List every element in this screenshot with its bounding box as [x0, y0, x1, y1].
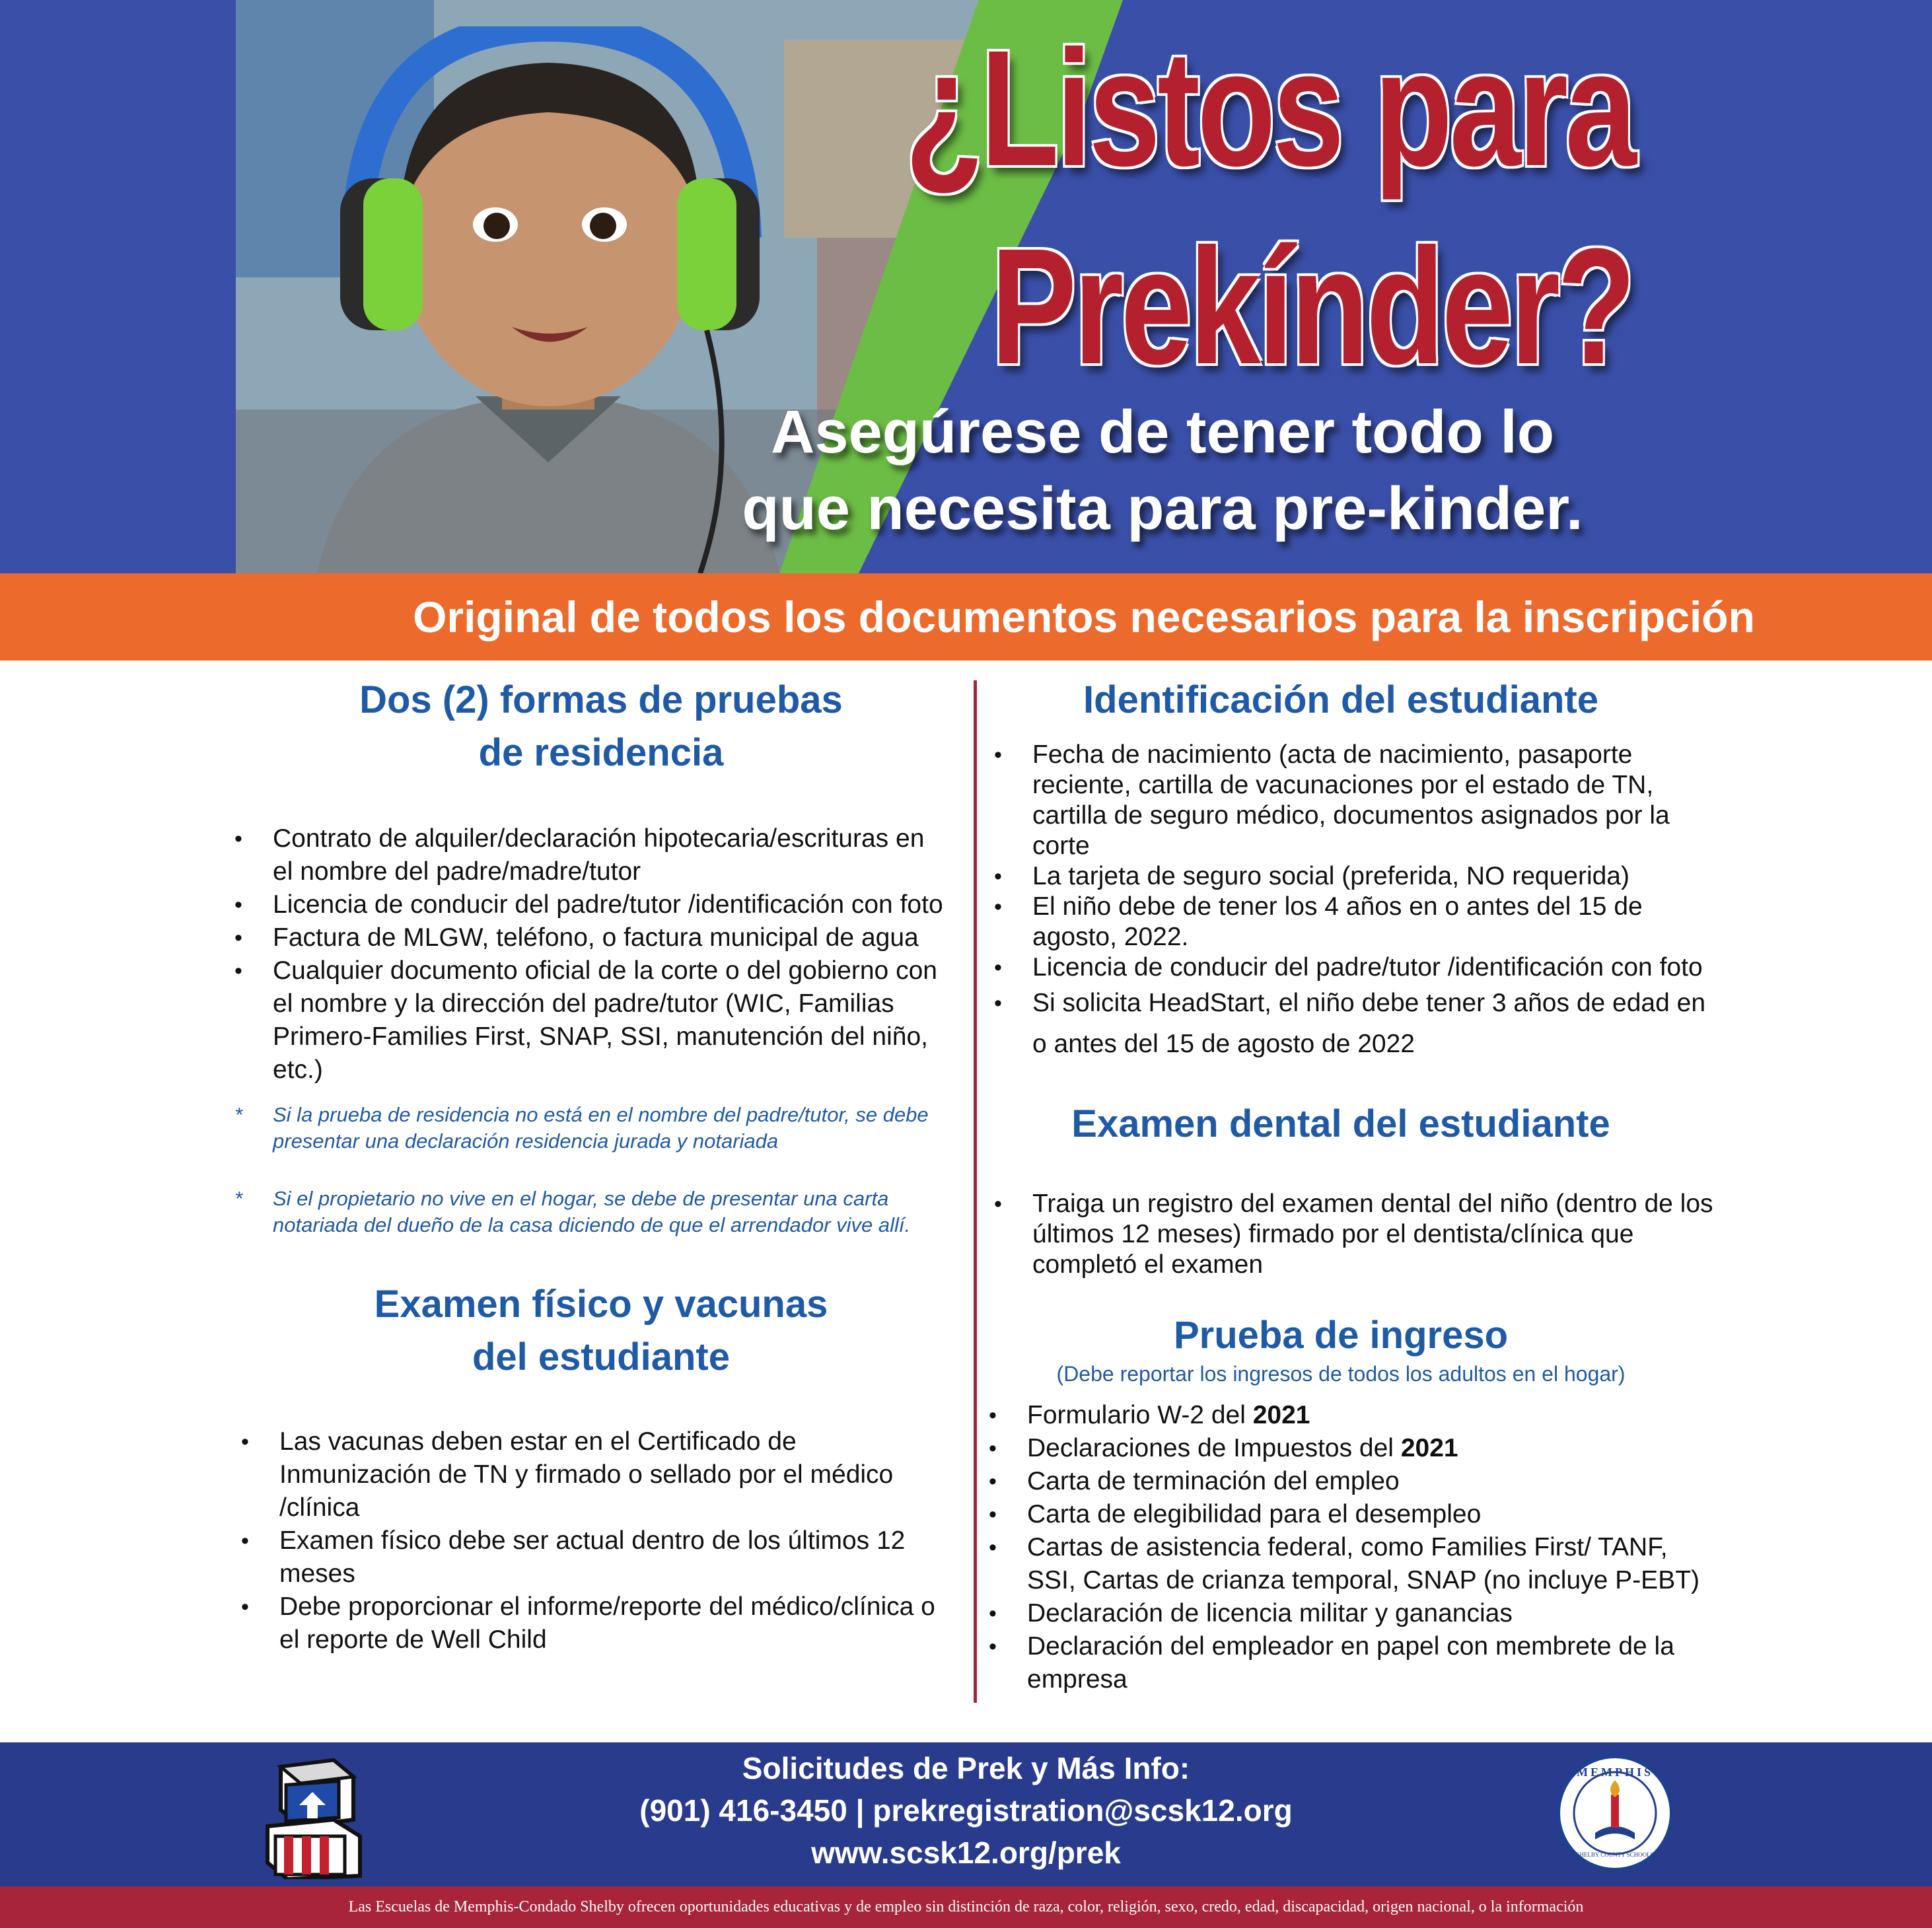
seal-subtitle: SHELBY COUNTY SCHOOLS [1576, 1851, 1654, 1858]
dental-list [994, 1189, 1714, 1280]
list-item: • Declaración de licencia militar y ganancias [989, 1597, 1715, 1630]
w2-year: 2021 [1252, 1401, 1310, 1429]
list-item: • Carta de elegibilidad para el desempleo [989, 1498, 1715, 1531]
list-item: • Cartas de asistencia federal, como Families First/ TANF, SSI, Cartas de crianza temporal, SNAP (no incluye P-EBT) [989, 1531, 1715, 1597]
residence-heading [251, 674, 951, 779]
list-item: • El niño debe de tener los 4 años en o antes del 15 de agosto, 2022. [994, 892, 1714, 952]
list-item: • Cualquier documento oficial de la corte o del gobierno con el nombre y la dirección del padre/tutor (WIC, Familias Primero-Families First, SNAP, SSI, manutención del niño, etc.) [234, 954, 948, 1087]
list-item: • Examen físico debe ser actual dentro de los últimos 12 meses [241, 1524, 954, 1590]
income-list [989, 1399, 1715, 1696]
footer-contact[interactable]: (901) 416-3450 | prekregistration@scsk12.org [639, 1793, 1293, 1828]
column-divider [974, 680, 977, 1703]
physical-heading [251, 1278, 951, 1384]
tax-year: 2021 [1400, 1434, 1458, 1462]
list-item: • Licencia de conducir del padre/tutor /identificación con foto [234, 888, 948, 921]
residence-note-2: * Si el propietario no vive en el hogar, se debe de presentar una carta notariada del dueño de la casa diciendo de que el arrendador vive allí. [234, 1186, 973, 1238]
list-item: • Factura de MLGW, teléfono, o factura municipal de agua [234, 921, 948, 954]
building-blocks-logo-icon [261, 1754, 367, 1879]
list-item [989, 1432, 1715, 1465]
tax-prefix: Declaraciones de Impuestos del [1027, 1434, 1401, 1462]
legal-disclaimer-text: Las Escuelas de Memphis-Condado Shelby ofrecen oportunidades educativas y de empleo sin distinción de raza, color, religión, sexo, credo, edad, discapacidad, origen nacional, o la información [348, 1898, 1584, 1915]
residence-heading-line-2: de residencia [478, 731, 724, 774]
hero-banner [0, 0, 1932, 573]
title-line-2: Prekínder? [991, 214, 1633, 398]
subtitle [588, 394, 1737, 547]
list-item: • Licencia de conducir del padre/tutor /identificación con foto [994, 952, 1714, 983]
list-item: • Fecha de nacimiento (acta de nacimiento, pasaporte reciente, cartilla de vacunaciones por el estado de TN, cartilla de seguro médico, documentos asignados por la corte [994, 740, 1714, 861]
dental-heading: Examen dental del estudiante [1071, 1102, 1610, 1145]
identification-heading: Identificación del estudiante [1083, 678, 1598, 721]
physical-heading-line-2: del estudiante [472, 1336, 730, 1378]
banner-left-strip [0, 573, 236, 661]
list-item [989, 1399, 1715, 1432]
footer-website-link[interactable]: www.scsk12.org/prek [811, 1836, 1121, 1870]
list-item: • Traiga un registro del examen dental del niño (dentro de los últimos 12 meses) firmado por el dentista/clínica que completó el examen [994, 1189, 1714, 1280]
list-item: • Carta de terminación del empleo [989, 1465, 1715, 1498]
list-item: • La tarjeta de seguro social (preferida, NO requerida) [994, 861, 1714, 892]
physical-list [241, 1425, 954, 1657]
w2-prefix: Formulario W-2 del [1027, 1401, 1253, 1429]
hero-left-margin [0, 0, 236, 573]
residence-list [234, 822, 948, 1087]
list-item: • Contrato de alquiler/declaración hipotecaria/escrituras en el nombre del padre/madre/tutor [234, 822, 948, 888]
title-line-1: ¿Listos para [905, 16, 1634, 200]
income-heading: Prueba de ingreso [1173, 1314, 1509, 1357]
residence-note-1: * Si la prueba de residencia no está en el nombre del padre/tutor, se debe presentar una declaración residencia jurada y notariada [234, 1102, 973, 1155]
legal-disclaimer-bar [0, 1886, 1932, 1928]
subtitle-line-1: Asegúrese de tener todo lo [770, 398, 1555, 466]
subtitle-line-2: que necesita para pre-kinder. [742, 475, 1583, 542]
residence-heading-line-1: Dos (2) formas de pruebas [359, 678, 843, 721]
memphis-shelby-seal [1556, 1754, 1674, 1873]
seal-title: MEMPHIS [1577, 1766, 1653, 1779]
income-subtitle: (Debe reportar los ingresos de todos los adultos en el hogar) [1056, 1362, 1626, 1386]
list-item: • Declaración del empleador en papel con membrete de la empresa [989, 1630, 1715, 1696]
documents-banner [236, 573, 1932, 661]
list-item: • Las vacunas deben estar en el Certificado de Inmunización de TN y firmado o sellado por el médico /clínica [241, 1425, 954, 1524]
footer-info-label: Solicitudes de Prek y Más Info: [742, 1751, 1190, 1785]
physical-heading-line-1: Examen físico y vacunas [374, 1283, 828, 1326]
list-item: • Si solicita HeadStart, el niño debe tener 3 años de edad en o antes del 15 de agosto de 2022 [994, 983, 1714, 1065]
identification-list [994, 740, 1714, 1065]
list-item: • Debe proporcionar el informe/reporte del médico/clínica o el reporte de Well Child [241, 1590, 954, 1657]
documents-banner-text: Original de todos los documentos necesarios para la inscripción [413, 592, 1755, 641]
